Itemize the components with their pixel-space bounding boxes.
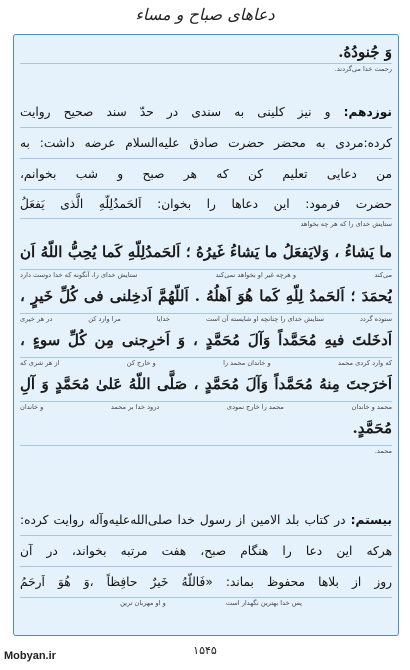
translation-text: ستایش خدای را چنانچه او شایسته آن است: [205, 315, 324, 323]
translation-text: و او مهربان ترین: [120, 599, 166, 607]
translation-text: رحمت خدا می‌گردند.: [334, 65, 392, 73]
translation-text: ستوده گردد: [359, 315, 392, 323]
prose-line: [20, 97, 392, 127]
page-number: ۱۵۴۵: [193, 644, 217, 657]
prose-line: روز از بلاها محفوظ بماند: «فَاللّهُ خَیرٌ حافِظاً ،وَ هُوَ اَرحَمُ: [20, 575, 392, 589]
translation-text: پس خدا بهترین نگهدار است: [225, 599, 302, 607]
translation-text: ستایش خدای را که هر چه بخواهد: [300, 220, 392, 228]
translation-line: [20, 445, 392, 455]
translation-text: و خارج کن: [126, 359, 156, 367]
arabic-line: اَخرَجتَ مِنهُ مُحَمَّداً وَآلَ مُحَمَّدٍ ، صَلَّى اللّهُ عَلىٰ مُحَمَّدٍ وَ آلِ: [20, 375, 392, 393]
arabic-line: یُحمَدَ ؛ اَلحَمدُ لِلّهِ کَما هُوَ اَهلُهُ . اَللّهُمَّ اَدخِلنی فی کُلِّ خَیرٍ ،: [20, 287, 392, 305]
site-watermark: Mobyan.ir: [4, 650, 56, 662]
prose-line: کرده:مردی به محضر حضرت صادق عليه‌السلام عرضه داشت: به: [20, 136, 392, 150]
arabic-line: وَ جُنودُهُ.: [338, 43, 392, 61]
translation-text: و هرچه غیر او بخواهد نمی‌کند: [215, 271, 297, 279]
paragraph-nineteen: [20, 97, 392, 228]
translation-line: [20, 357, 392, 367]
arabic-line: ما یَشاءُ ، وَلایَفعَلُ ما یَشاءُ غَیرُهُ ؛ اَلحَمدُلِلّهِ کَما یُحِبُّ اللّهُ اَن: [20, 243, 392, 261]
prose-text: و نیز کلینی به سندی در حدّ سند صحیح روایت: [20, 105, 344, 119]
prose-line: حضرت فرمود: این دعاها را بخوان: اَلحَمدُلِلّهِ الَّذی یَفعَلُ: [20, 197, 392, 211]
translation-text: محمد.: [374, 447, 392, 455]
section-heading: نوزدهم:: [343, 105, 392, 119]
translation-text: محمد را خارج نمودی: [226, 403, 284, 411]
translation-line: [20, 313, 392, 323]
prose-line: [20, 505, 392, 535]
arabic-line: اَدخَلتَ فیهِ مُحَمَّداً وَآلَ مُحَمَّدٍ ، وَ اَخرِجنی مِن کُلِّ سوءٍ ،: [20, 331, 392, 349]
translation-text: ستایش خدای را، آنگونه که خدا دوست دارد: [20, 271, 138, 279]
paragraph-twentieth: [20, 505, 392, 607]
prose-line: من دعایی تعلیم کن که هر صبح و شب بخوانم،: [20, 167, 392, 181]
dua-block: [20, 235, 392, 455]
content-frame: [13, 34, 399, 636]
translation-text: مرا وارد کن: [88, 315, 121, 323]
prose-text: در کتاب بلد الامین از رسول خدا صلى‌الله‌عليه‌وآله روایت کرده:: [20, 513, 351, 527]
translation-text: از هر شری که: [20, 359, 60, 367]
prose-line: هرکه این دعا را هنگام صبح، هفت مرتبه بخواند، در آن: [20, 544, 392, 558]
translation-line: [20, 269, 392, 279]
translation-line: [20, 401, 392, 411]
translation-text: و خاندان: [20, 403, 44, 411]
translation-text: که وارد کردی محمد: [337, 359, 392, 367]
translation-line: [20, 63, 392, 73]
translation-text: خدایا: [156, 315, 170, 323]
intro-block: [20, 41, 392, 73]
translation-text: در هر خیری: [20, 315, 53, 323]
page-header: دعاهای صباح و مساء: [135, 5, 275, 24]
arabic-line: مُحَمَّدٍ.: [352, 419, 392, 437]
translation-line: [20, 597, 392, 607]
translation-line: [20, 218, 392, 228]
translation-text: و خاندان محمد را: [223, 359, 271, 367]
translation-text: درود خدا بر محمد: [110, 403, 160, 411]
section-heading: بیستم:: [350, 513, 392, 527]
translation-text: محمد و خاندان: [351, 403, 392, 411]
translation-text: می‌کند: [374, 271, 392, 279]
